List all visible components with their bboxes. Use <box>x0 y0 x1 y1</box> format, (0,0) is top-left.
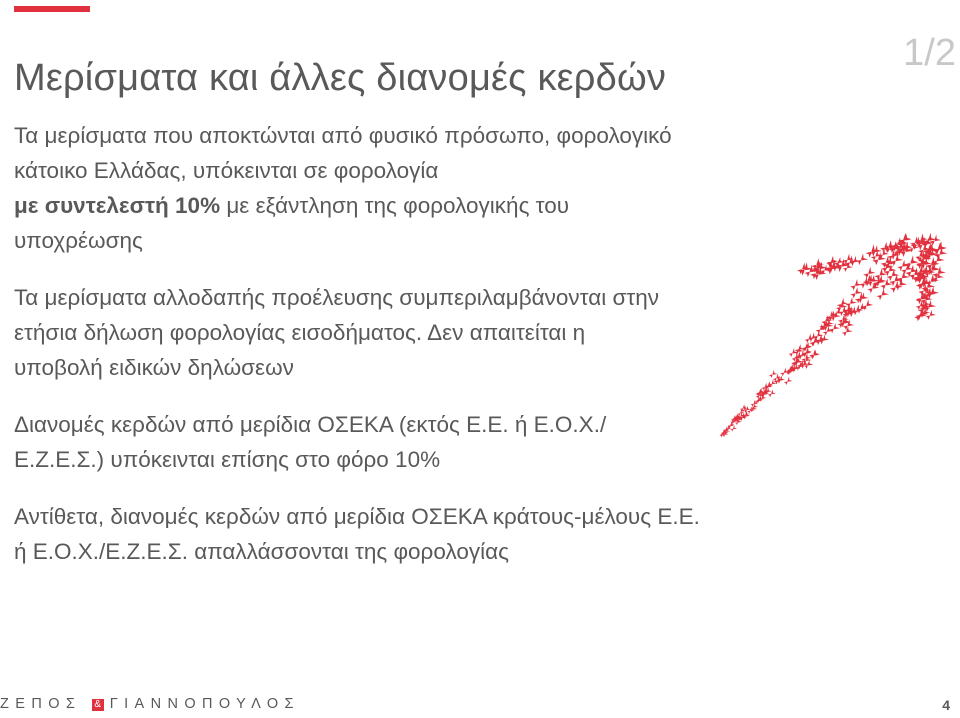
slide-body <box>14 118 704 569</box>
bird-icon <box>876 288 889 301</box>
paragraph-text: με εξάντληση της φορολογικής του υποχρέωσης <box>14 193 570 253</box>
footer-brand <box>0 696 300 712</box>
brand-ampersand-logo: & <box>92 699 104 711</box>
bird-icon <box>849 279 862 291</box>
bird-icon <box>855 253 868 266</box>
bird-icon <box>925 310 936 321</box>
bird-flock-arrow-icon <box>710 225 950 445</box>
paragraph-text: Τα μερίσματα που αποκτώνται από φυσικό πρόσωπο, φορολογικό κάτοικο Ελλάδας, υπόκεινται σε φορολογία <box>14 123 672 183</box>
slide-title: Μερίσματα και άλλες διανομές κερδών <box>14 57 667 100</box>
bird-icon <box>768 370 777 379</box>
paragraph-domestic-dividends <box>14 118 694 258</box>
brand-right: ΓΙΑΝΝΟΠΟΥΛΟΣ <box>109 696 300 712</box>
bird-icon <box>879 242 891 253</box>
page-indicator: 1/2 <box>903 32 956 74</box>
tax-rate-highlight: με συντελεστή 10% <box>14 193 221 218</box>
bird-icon <box>730 425 737 432</box>
brand-left: ΖΕΠΟΣ <box>0 696 82 712</box>
paragraph-osek-eu: Αντίθετα, διανομές κερδών από μερίδια ΟΣΕΚΑ κράτους-μέλους Ε.Ε. ή Ε.Ο.Χ./Ε.Ζ.Ε.Σ. απαλλάσσονται της φορολογίας <box>14 504 700 564</box>
page-number: 4 <box>942 697 950 713</box>
paragraph-osek-non-eu: Διανομές κερδών από μερίδια ΟΣΕΚΑ (εκτός Ε.Ε. ή Ε.Ο.Χ./Ε.Ζ.Ε.Σ.) υπόκεινται επίσης στο φόρο 10% <box>14 412 607 472</box>
accent-bar <box>14 6 90 12</box>
bird-icon <box>783 377 792 386</box>
paragraph-foreign-dividends: Τα μερίσματα αλλοδαπής προέλευσης συμπεριλαμβάνονται στην ετήσια δήλωση φορολογίας εισοδήματος. Δεν απαιτείται η υποβολή ειδικών δηλώσεων <box>14 285 660 380</box>
